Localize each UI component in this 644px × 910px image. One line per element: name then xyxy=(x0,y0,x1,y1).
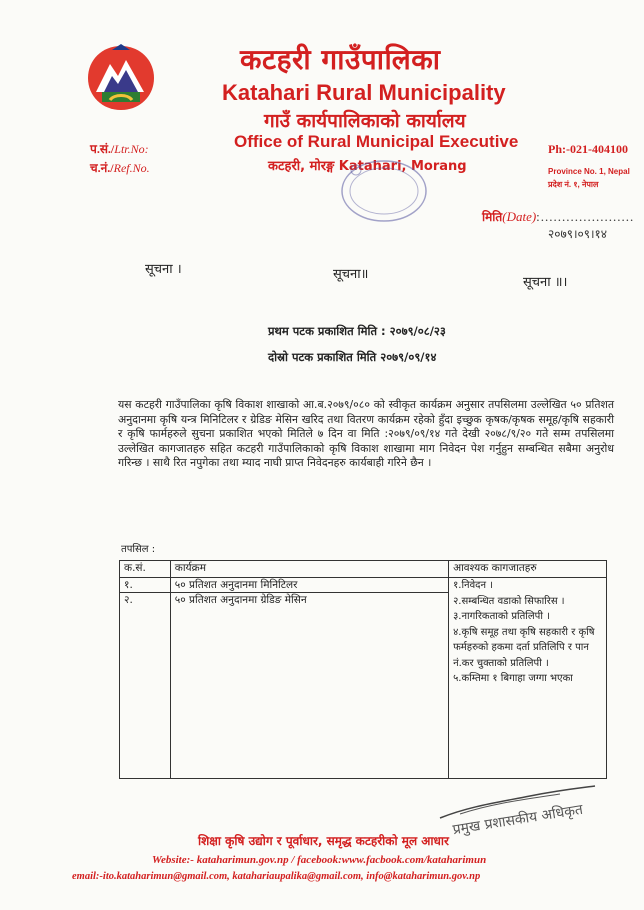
footer-motto: शिक्षा कृषि उद्योग र पूर्वाधार, समृद्ध कटहरीको मूल आधार xyxy=(198,834,449,848)
province-info xyxy=(548,165,630,191)
notice-heading-3: सूचना ॥। xyxy=(523,275,568,290)
ltr-label-en: Ltr.No: xyxy=(114,142,149,156)
document-item: ४.कृषि समूह तथा कृषि सहकारी र कृषि फर्महरुको हकमा दर्ता प्रतिलिपि र पान नं.कर चुक्ताको प्रतिलिपी । xyxy=(453,626,595,669)
date-line xyxy=(482,208,634,225)
date-label-np: मिति xyxy=(482,210,503,224)
required-documents-cell xyxy=(449,578,607,779)
date-value: २०७९।०९।१४ xyxy=(548,227,608,241)
notice-heading-2: सूचना॥ xyxy=(333,267,369,282)
row-1-program: ५० प्रतिशत अनुदानमा मिनिटिलर xyxy=(170,578,448,593)
ltr-label: प.सं./ xyxy=(90,142,115,156)
nepal-emblem-logo xyxy=(82,42,160,116)
office-address: कटहरी, मोरङ्ग Katahari, Morang xyxy=(268,159,467,174)
date-label-en: (Date) xyxy=(502,209,537,224)
footer-email: email:-ito.kataharimun@gmail.com, katahariaupalika@gmail.com, info@kataharimun.gov.np xyxy=(72,871,481,882)
header-sn: क.सं. xyxy=(120,561,171,578)
schedule-table xyxy=(119,560,607,779)
row-2-sn: २. xyxy=(120,593,171,779)
first-publication-date: प्रथम पटक प्रकाशित मिति : २०७९/०८/२३ xyxy=(268,324,446,338)
province-np: प्रदेश नं. १, नेपाल xyxy=(548,180,599,189)
header-documents: आवश्यक कागजातहरु xyxy=(449,561,607,578)
document-item: २.सम्बन्धित वडाको सिफारिस । xyxy=(453,595,565,607)
office-name-nepali: गाउँ कार्यपालिकाको कार्यालय xyxy=(264,110,466,132)
document-item: १.निवेदन । xyxy=(453,580,493,591)
table-header-row xyxy=(120,561,607,578)
province-en: Province No. 1, Nepal xyxy=(548,167,630,176)
date-dots: :...................... xyxy=(536,209,635,224)
document-item: ३.नागरिकताको प्रतिलिपी । xyxy=(453,611,550,622)
municipality-name-english: Katahari Rural Municipality xyxy=(222,80,506,105)
phone-number: Ph:-021-404100 xyxy=(548,142,628,156)
row-1-sn: १. xyxy=(120,578,171,593)
row-2-program: ५० प्रतिशत अनुदानमा ग्रेडिङ मेसिन xyxy=(170,593,448,779)
header-program: कार्यक्रम xyxy=(170,561,448,578)
second-publication-date: दोस्रो पटक प्रकाशित मिति २०७९/०९/१४ xyxy=(268,350,437,364)
schedule-label: तपसिल : xyxy=(121,544,156,555)
letter-reference-numbers xyxy=(90,140,150,178)
office-name-english: Office of Rural Municipal Executive xyxy=(234,132,519,151)
office-stamp xyxy=(332,158,436,224)
document-item: ५.कम्तिमा १ बिगाहा जग्गा भएका xyxy=(453,673,573,684)
signatory-title: प्रमुख प्रशासकीय अधिकृत xyxy=(451,801,584,839)
ref-label-en: Ref.No. xyxy=(113,161,150,175)
notice-body: यस कटहरी गाउँपालिका कृषि विकाश शाखाको आ.ब.२०७९/०८० को स्वीकृत कार्यक्रम अनुसार तपसिलमा उल्लेखित ५० प्रतिशत अनुदानमा कृषि यन्त्र मिनिटिलर र ग्रेडिङ मेसिन खरिद तथा वितरण कार्यक्रम रहेको हुँदा इच्छुक कृषक/कृषक समूह/कृषि सहकारी र कृषि फार्महरुले सुचना प्रकाशित भएको मितिले ७ दिन वा मिति :२०७९/०९/१४ गते देखी २०७८/९/२० गते सम्म तपसिलमा उल्लेखित कागजातहरु सहित कटहरी गाउँपालिकाको कृषि विकाश शाखामा माग निवेदन पेश गर्नुहुन सम्बन्धित सबैमा अनुरोध गरिन्छ । साथै रित नपुगेका तथा म्याद नाघी प्राप्त निवेदनहरु कार्यबाही गरिने छैन । xyxy=(118,398,614,469)
notice-heading-1: सूचना । xyxy=(145,262,182,277)
footer-website: Website:- kataharimun.gov.np / facebook:www.facbook.com/kataharimun xyxy=(152,854,487,866)
ref-label: च.नं./ xyxy=(90,161,114,175)
table-row xyxy=(120,578,607,593)
municipality-name-nepali: कटहरी गाउँपालिका xyxy=(240,43,441,76)
